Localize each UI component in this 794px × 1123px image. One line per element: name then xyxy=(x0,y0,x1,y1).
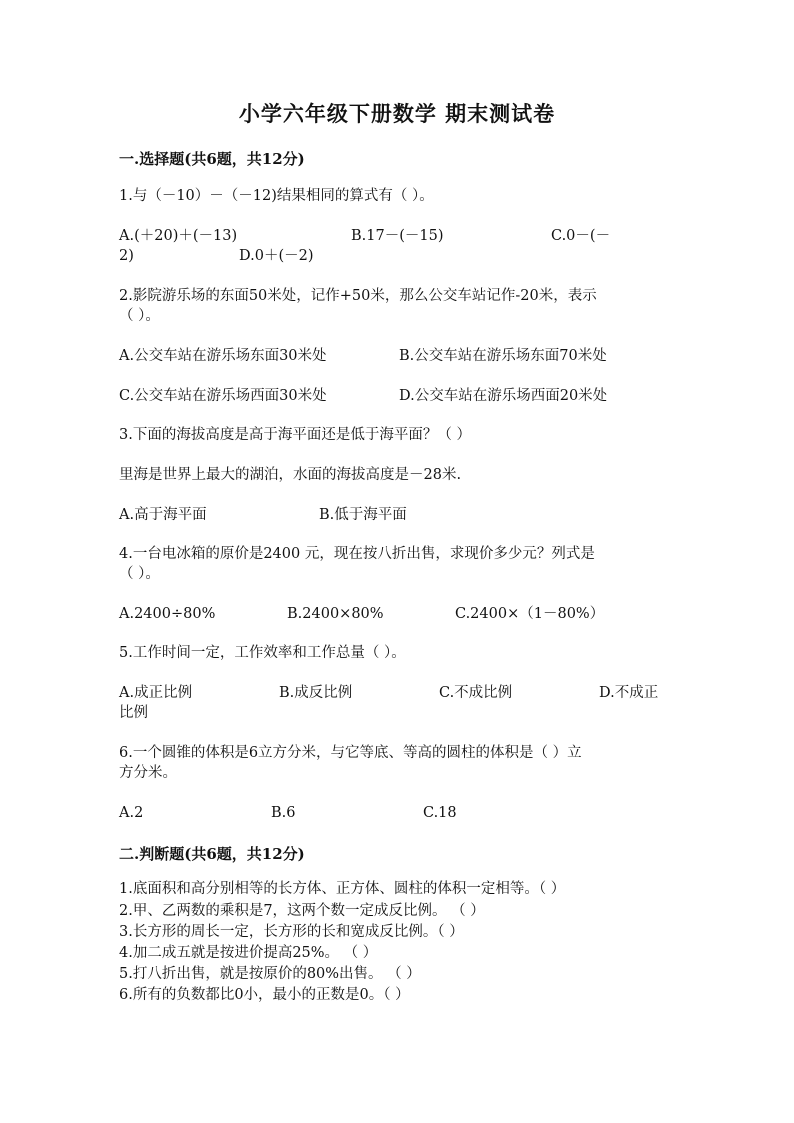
question-4-option-c: C.2400×（1－80%） xyxy=(455,606,605,622)
question-3-option-b: B.低于海平面 xyxy=(319,507,407,523)
question-1-option-b: B.17－(－15) xyxy=(351,228,444,244)
judgement-item-2: 2.甲、乙两数的乘积是7，这两个数一定成反比例。 （ ） xyxy=(119,903,485,919)
judgement-item-5: 5.打八折出售，就是按原价的80%出售。 （ ） xyxy=(119,966,421,982)
question-2-option-d: D.公交车站在游乐场西面20米处 xyxy=(399,388,608,404)
question-6-stem-cont: 方分米。 xyxy=(119,765,177,781)
question-5-option-a: A.成正比例 xyxy=(119,685,193,701)
section-heading-choice: 一.选择题(共6题，共12分) xyxy=(119,150,305,168)
question-5-option-c: C.不成比例 xyxy=(439,685,513,701)
question-4-stem: 4.一台电冰箱的原价是2400 元，现在按八折出售，求现价多少元？列式是 xyxy=(119,546,595,562)
question-5-option-d-cont: 比例 xyxy=(119,705,148,721)
question-2-stem-cont: （ ）。 xyxy=(119,308,160,324)
question-6-option-c: C.18 xyxy=(423,805,457,821)
question-5-option-d: D.不成正 xyxy=(599,685,659,701)
question-2-option-b: B.公交车站在游乐场东面70米处 xyxy=(399,348,607,364)
question-1-option-a: A.(＋20)＋(－13) xyxy=(119,228,238,244)
question-4-stem-cont: （ ）。 xyxy=(119,566,160,582)
question-1-option-d: D.0＋(－2) xyxy=(239,248,314,264)
section-heading-judgement: 二.判断题(共6题，共12分) xyxy=(119,845,305,863)
judgement-item-1: 1.底面积和高分别相等的长方体、正方体、圆柱的体积一定相等。（ ） xyxy=(119,881,566,897)
question-3-stem: 3.下面的海拔高度是高于海平面还是低于海平面？（ ） xyxy=(119,427,471,443)
question-2-stem: 2.影院游乐场的东面50米处，记作+50米，那么公交车站记作-20米，表示 xyxy=(119,288,597,304)
page-title: 小学六年级下册数学 期末测试卷 xyxy=(238,101,556,126)
question-3-stem-cont: 里海是世界上最大的湖泊，水面的海拔高度是－28米. xyxy=(119,467,462,483)
question-5-stem: 5.工作时间一定，工作效率和工作总量（ ）。 xyxy=(119,645,406,661)
question-4-option-b: B.2400×80% xyxy=(287,606,384,622)
question-1-option-c: C.0－(－ xyxy=(551,228,611,244)
question-1-option-c-cont: 2) xyxy=(119,248,134,264)
question-2-option-c: C.公交车站在游乐场西面30米处 xyxy=(119,388,327,404)
question-6-option-b: B.6 xyxy=(271,805,296,821)
question-2-option-a: A.公交车站在游乐场东面30米处 xyxy=(119,348,327,364)
question-6-stem: 6.一个圆锥的体积是6立方分米，与它等底、等高的圆柱的体积是（ ）立 xyxy=(119,745,582,761)
judgement-item-4: 4.加二成五就是按进价提高25%。 （ ） xyxy=(119,945,378,961)
question-1-stem: 1.与（－10）－（－12)结果相同的算式有（ ）。 xyxy=(119,188,434,204)
question-3-option-a: A.高于海平面 xyxy=(119,507,207,523)
question-4-option-a: A.2400÷80% xyxy=(119,606,216,622)
question-6-option-a: A.2 xyxy=(119,805,144,821)
judgement-item-3: 3.长方形的周长一定，长方形的长和宽成反比例。（ ） xyxy=(119,924,464,940)
question-5-option-b: B.成反比例 xyxy=(279,685,353,701)
judgement-item-6: 6.所有的负数都比0小，最小的正数是0。（ ） xyxy=(119,987,410,1003)
